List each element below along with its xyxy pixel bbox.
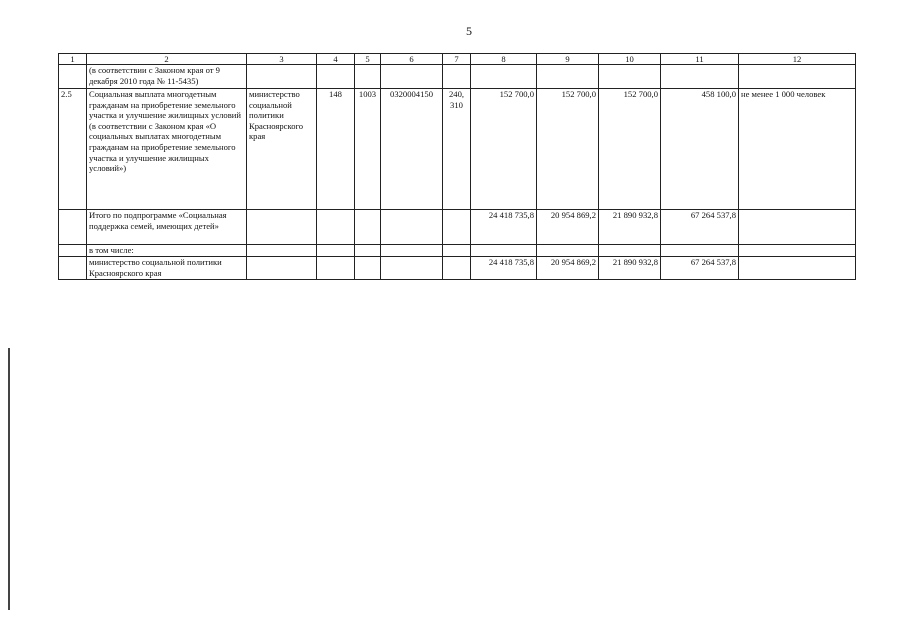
column-header: 5 <box>355 54 381 65</box>
description-cell: Итого по подпрограмме «Социальная поддержка семей, имеющих детей» <box>87 210 247 245</box>
description-cell: (в соответствии с Законом края от 9 декабря 2010 года № 11-5435) <box>87 65 247 89</box>
section-cell <box>355 245 381 257</box>
code-cell: 148 <box>317 89 355 210</box>
amount-cell: 20 954 869,2 <box>537 257 599 280</box>
table-row <box>59 245 856 257</box>
table-row <box>59 89 856 210</box>
column-header: 8 <box>471 54 537 65</box>
column-header: 10 <box>599 54 661 65</box>
scan-edge-line <box>8 348 10 610</box>
amount-cell: 24 418 735,8 <box>471 210 537 245</box>
section-cell <box>355 257 381 280</box>
table-row <box>59 210 856 245</box>
amount-cell: 24 418 735,8 <box>471 257 537 280</box>
description-cell: министерство социальной политики Красноярского края <box>87 257 247 280</box>
code-cell <box>317 245 355 257</box>
amount-cell: 152 700,0 <box>471 89 537 210</box>
amount-cell <box>599 245 661 257</box>
total-cell: 67 264 537,8 <box>661 210 739 245</box>
section-cell: 1003 <box>355 89 381 210</box>
row-number-cell <box>59 210 87 245</box>
page-number: 5 <box>466 24 472 38</box>
expense-type-cell <box>443 65 471 89</box>
ministry-cell <box>247 65 317 89</box>
ministry-cell <box>247 245 317 257</box>
result-cell: не менее 1 000 человек <box>739 89 856 210</box>
result-cell <box>739 245 856 257</box>
row-number-cell <box>59 65 87 89</box>
amount-cell <box>599 65 661 89</box>
column-header: 2 <box>87 54 247 65</box>
row-number-cell: 2.5 <box>59 89 87 210</box>
target-article-cell <box>381 245 443 257</box>
total-cell: 67 264 537,8 <box>661 257 739 280</box>
total-cell <box>661 245 739 257</box>
target-article-cell <box>381 257 443 280</box>
table-row <box>59 65 856 89</box>
amount-cell <box>471 65 537 89</box>
expense-type-cell: 240, 310 <box>443 89 471 210</box>
amount-cell <box>471 245 537 257</box>
amount-cell <box>537 65 599 89</box>
column-header: 3 <box>247 54 317 65</box>
column-header: 1 <box>59 54 87 65</box>
description-cell: в том числе: <box>87 245 247 257</box>
amount-cell: 21 890 932,8 <box>599 257 661 280</box>
amount-cell: 20 954 869,2 <box>537 210 599 245</box>
description-cell: Социальная выплата многодетным гражданам на приобретение земельного участка и улучшение жилищных условий (в соответствии с Законом края «О социальных выплатах многодетным гражданам на приобретение земельного участка и улучшение жилищных условий») <box>87 89 247 210</box>
ministry-cell <box>247 210 317 245</box>
table-row <box>59 257 856 280</box>
total-cell: 458 100,0 <box>661 89 739 210</box>
total-cell <box>661 65 739 89</box>
code-cell <box>317 210 355 245</box>
row-number-cell <box>59 257 87 280</box>
column-header: 4 <box>317 54 355 65</box>
expense-type-cell <box>443 257 471 280</box>
column-header: 9 <box>537 54 599 65</box>
budget-table <box>58 53 856 280</box>
result-cell <box>739 210 856 245</box>
target-article-cell <box>381 65 443 89</box>
target-article-cell <box>381 210 443 245</box>
amount-cell: 21 890 932,8 <box>599 210 661 245</box>
amount-cell <box>537 245 599 257</box>
section-cell <box>355 65 381 89</box>
row-number-cell <box>59 245 87 257</box>
amount-cell: 152 700,0 <box>599 89 661 210</box>
section-cell <box>355 210 381 245</box>
column-header: 12 <box>739 54 856 65</box>
column-header: 7 <box>443 54 471 65</box>
result-cell <box>739 65 856 89</box>
ministry-cell: министерство социальной политики Красноярского края <box>247 89 317 210</box>
expense-type-cell <box>443 210 471 245</box>
target-article-cell: 0320004150 <box>381 89 443 210</box>
column-header: 11 <box>661 54 739 65</box>
expense-type-cell <box>443 245 471 257</box>
code-cell <box>317 65 355 89</box>
ministry-cell <box>247 257 317 280</box>
result-cell <box>739 257 856 280</box>
column-header: 6 <box>381 54 443 65</box>
table-header-row <box>59 54 856 65</box>
code-cell <box>317 257 355 280</box>
amount-cell: 152 700,0 <box>537 89 599 210</box>
